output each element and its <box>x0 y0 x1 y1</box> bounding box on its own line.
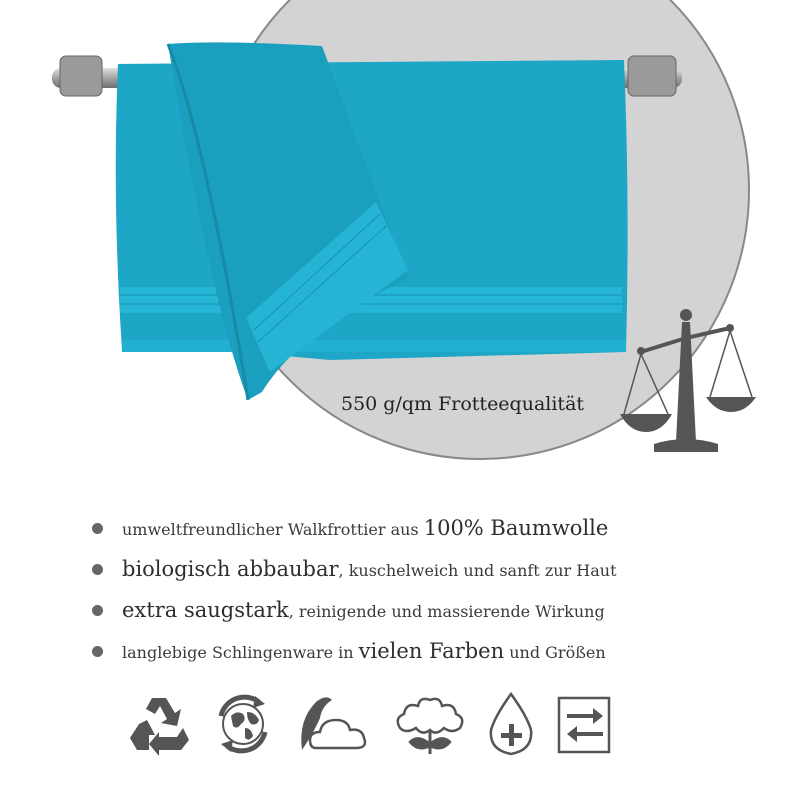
bullet-icon <box>92 564 103 575</box>
water-drop-plus-icon <box>483 690 539 758</box>
feature-item <box>92 592 732 633</box>
feature-text: , kuschelweich und sanft zur Haut <box>338 561 617 580</box>
feather-cloud-icon <box>292 690 376 758</box>
feature-highlight: vielen Farben <box>358 639 505 663</box>
feature-highlight: extra saugstark <box>122 598 289 622</box>
recycle-icon <box>125 690 193 758</box>
bullet-icon <box>92 523 103 534</box>
feature-item <box>92 510 732 551</box>
cotton-flower-icon <box>392 690 468 758</box>
feature-text: und Größen <box>504 643 606 662</box>
quality-label: 550 g/qm Frotteequalität <box>341 393 585 415</box>
feature-item <box>92 551 732 592</box>
towel <box>116 42 628 400</box>
feature-highlight: biologisch abbaubar <box>122 557 339 581</box>
feature-text: langlebige Schlingenware in <box>122 643 359 662</box>
feature-highlight: 100% Baumwolle <box>423 516 609 540</box>
feature-text: umweltfreundlicher Walkfrottier aus <box>122 520 424 539</box>
bullet-icon <box>92 646 103 657</box>
feature-list <box>92 510 732 674</box>
exchange-arrows-icon <box>555 690 615 758</box>
feature-item <box>92 633 732 674</box>
feature-text: , reinigende und massierende Wirkung <box>288 602 605 621</box>
bullet-icon <box>92 605 103 616</box>
scale-icon <box>620 309 756 452</box>
globe-cycle-icon <box>209 690 277 758</box>
feature-icons <box>125 686 615 762</box>
